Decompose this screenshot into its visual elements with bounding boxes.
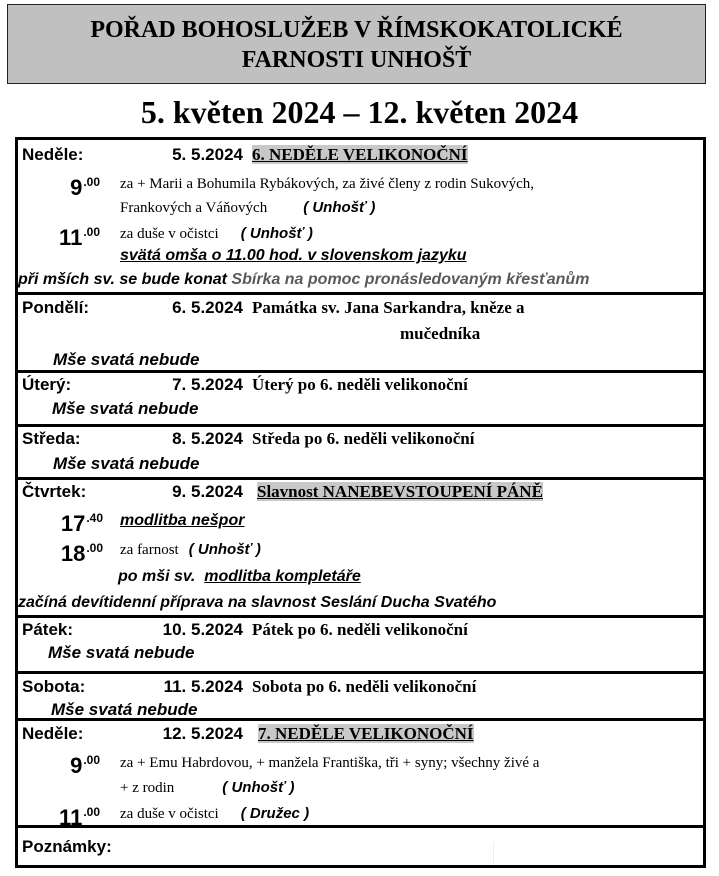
note: začíná devítidenní příprava na slavnost Seslání Ducha Svatého xyxy=(18,594,497,611)
day-date: 9. 5.2024 xyxy=(172,482,243,501)
row-divider xyxy=(15,292,706,295)
mass-time: $17^{.40}$ xyxy=(60,511,103,536)
mass-intention: Frankových a Váňových ( Unhošť ) xyxy=(120,199,376,216)
day-date: 12. 5.2024 xyxy=(162,724,243,743)
mass-time: $11^{.00}$ xyxy=(59,805,100,830)
day-label: Středa: xyxy=(22,429,81,448)
day-label: Čtvrtek: xyxy=(22,482,87,501)
feast-title: Sobota po 6. neděli velikonoční xyxy=(252,677,477,696)
mass-intention: + z rodin ( Unhošť ) xyxy=(120,779,295,796)
row-divider xyxy=(15,671,706,674)
document-title-box xyxy=(7,4,706,84)
mass-time: $9^{.00}$ xyxy=(70,753,100,778)
mass-intention: za + Emu Habrdovou, + manžela Františka, tři + syny; všechny živé a xyxy=(120,755,540,771)
date-range: 5. květen 2024 – 12. květen 2024 xyxy=(140,94,579,130)
feast-title: Úterý po 6. neděli velikonoční xyxy=(252,375,468,394)
feast-title: Památka sv. Jana Sarkandra, kněze a xyxy=(252,298,525,317)
faint-divider xyxy=(493,842,494,865)
day-date: 10. 5.2024 xyxy=(162,620,243,639)
prayer-note: modlitba nešpor xyxy=(120,512,245,529)
mass-place: ( Unhošť ) xyxy=(222,779,295,796)
title-line-2: FARNOSTI UNHOŠŤ xyxy=(241,47,472,73)
mass-time: $11^{.00}$ xyxy=(59,225,100,250)
day-date: 6. 5.2024 xyxy=(172,298,243,317)
day-label: Úterý: xyxy=(22,375,72,394)
mass-intention: za + Marii a Bohumila Rybákových, za živé členy z rodin Sukových, xyxy=(120,176,534,192)
mass-time: $9^{.00}$ xyxy=(70,175,100,200)
feast-title: Slavnost NANEBEVSTOUPENÍ PÁNĚ xyxy=(257,482,543,501)
notes-label: Poznámky: xyxy=(22,837,112,856)
row-divider xyxy=(15,825,706,828)
day-label: Pátek: xyxy=(22,620,74,639)
note: po mši sv. modlitba kompletáře xyxy=(118,568,361,585)
day-label: Neděle: xyxy=(22,724,84,743)
day-date: 5. 5.2024 xyxy=(172,145,243,164)
day-date: 8. 5.2024 xyxy=(172,429,243,448)
row-divider xyxy=(15,477,706,480)
mass-place: ( Unhošť ) xyxy=(240,225,313,242)
feast-title: 7. NEDĚLE VELIKONOČNÍ xyxy=(258,724,474,743)
feast-title: Středa po 6. neděli velikonoční xyxy=(252,429,475,448)
feast-title: Pátek po 6. neděli velikonoční xyxy=(252,620,468,639)
feast-title: 6. NEDĚLE VELIKONOČNÍ xyxy=(252,145,468,164)
day-date: 11. 5.2024 xyxy=(163,677,243,696)
mass-place: ( Unhošť ) xyxy=(303,199,376,216)
no-mass: Mše svatá nebude xyxy=(52,399,199,418)
mass-intention: za farnost ( Unhošť ) xyxy=(120,541,261,558)
day-label: Pondělí: xyxy=(22,298,90,317)
no-mass: Mše svatá nebude xyxy=(53,454,200,473)
feast-title-cont: mučedníka xyxy=(400,324,481,343)
note: svätá omša o 11.00 hod. v slovenskom jazyku xyxy=(120,247,467,264)
collection-note: Sbírka na pomoc pronásledovaným křesťanům xyxy=(231,271,590,288)
note: při mších sv. se bude konat Sbírka na pomoc pronásledovaným křesťanům xyxy=(18,271,590,288)
no-mass: Mše svatá nebude xyxy=(51,700,198,719)
row-divider xyxy=(15,615,706,618)
mass-place: ( Družec ) xyxy=(240,805,310,822)
no-mass: Mše svatá nebude xyxy=(48,643,195,662)
day-date: 7. 5.2024 xyxy=(172,375,243,394)
mass-place: ( Unhošť ) xyxy=(188,541,261,558)
mass-time: $18^{.00}$ xyxy=(60,541,103,566)
day-label: Neděle: xyxy=(22,145,84,164)
title-line-1: POŘAD BOHOSLUŽEB V ŘÍMSKOKATOLICKÉ xyxy=(90,17,623,43)
row-divider xyxy=(15,370,706,373)
row-divider xyxy=(15,424,706,427)
no-mass: Mše svatá nebude xyxy=(53,350,200,369)
mass-intention: za duše v očistci ( Družec ) xyxy=(120,805,310,822)
day-label: Sobota: xyxy=(22,677,86,696)
mass-intention: za duše v očistci ( Unhošť ) xyxy=(120,225,313,242)
